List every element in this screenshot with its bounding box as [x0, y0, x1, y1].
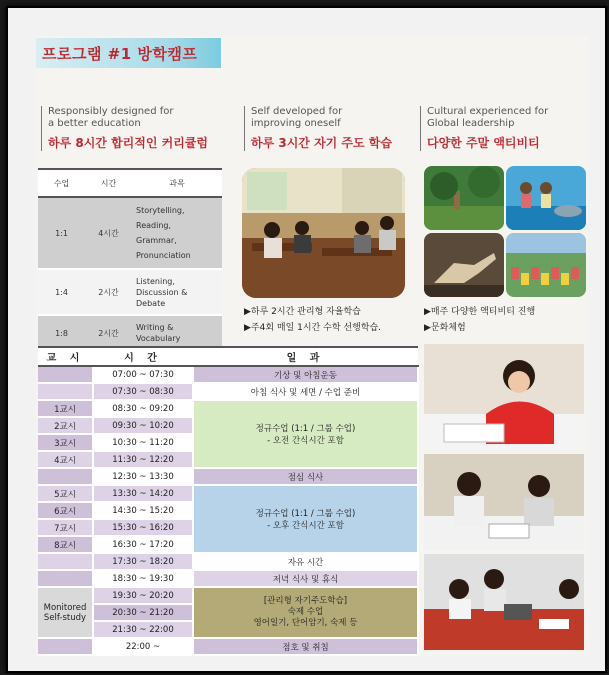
dinosaur-illustration [424, 233, 504, 297]
note-line: ▶주4회 매일 1시간 수학 선행학습. [244, 323, 382, 333]
time-cell: 21:30 ~ 22:00 [93, 621, 193, 638]
subject-line: Listening, [136, 276, 175, 286]
hours-cell: 2시간 [85, 315, 132, 351]
hours-cell: 2시간 [85, 269, 132, 315]
morning-class-block [193, 400, 418, 468]
title-banner [36, 38, 221, 68]
activity-photo-forest [424, 166, 504, 230]
forest-illustration [424, 166, 504, 230]
column-curriculum [41, 106, 208, 151]
time-cell: 22:00 ~ [93, 638, 193, 655]
afternoon-class-block [193, 485, 418, 553]
activity-cell: 자유 시간 [193, 553, 418, 570]
ratio-cell: 1:4 [38, 269, 85, 315]
table-row [38, 485, 418, 502]
period-cell-self-study: Monitored Self-study [38, 587, 93, 638]
time-cell: 07:00 ~ 07:30 [93, 366, 193, 383]
column-en-line1: Self developed for [251, 106, 343, 117]
note-line: ▶하루 2시간 관리형 자율학습 [244, 307, 361, 317]
period-cell: 4교시 [38, 451, 93, 468]
subject-line: Debate [136, 298, 166, 308]
subject-line: Reading, [136, 221, 172, 230]
period-cell [38, 638, 93, 655]
note-line: ▶매주 다양한 액티비티 진행 [424, 307, 536, 317]
period-cell: 6교시 [38, 502, 93, 519]
table-row [38, 366, 418, 383]
subject-line: Writing & [136, 323, 174, 332]
study-photo-pair [424, 454, 584, 550]
subject-cell [132, 197, 222, 269]
header-hours: 시간 [85, 169, 132, 197]
time-cell: 20:30 ~ 21:20 [93, 604, 193, 621]
time-cell: 17:30 ~ 18:20 [93, 553, 193, 570]
column-activities [420, 106, 548, 151]
time-cell: 18:30 ~ 19:30 [93, 570, 193, 587]
period-cell [38, 383, 93, 400]
header-class: 수업 [38, 169, 85, 197]
column-ko-heading: 하루 8시간 합리적인 커리큘럼 [48, 136, 208, 150]
period-cell: 1교시 [38, 400, 93, 417]
time-cell: 09:30 ~ 10:20 [93, 417, 193, 434]
period-cell [38, 468, 93, 485]
period-cell: 8교시 [38, 536, 93, 553]
column-ko-heading: 다양한 주말 액티비티 [427, 136, 540, 150]
time-cell: 13:30 ~ 14:20 [93, 485, 193, 502]
activity-cell: 점호 및 취침 [193, 638, 418, 655]
table-row [38, 269, 222, 315]
column-self-study [244, 106, 392, 151]
group-illustration [506, 233, 586, 297]
block-line: 정규수업 (1:1 / 그룹 수업) [255, 424, 356, 434]
block-line: 정규수업 (1:1 / 그룹 수업) [255, 509, 356, 519]
period-cell: 3교시 [38, 434, 93, 451]
class-ratio-table [38, 168, 222, 352]
period-cell: 2교시 [38, 417, 93, 434]
period-cell [38, 366, 93, 383]
activity-cell: 점심 식사 [193, 468, 418, 485]
time-cell: 15:30 ~ 16:20 [93, 519, 193, 536]
table-row [38, 587, 418, 604]
pair-studying-illustration [424, 454, 584, 550]
girl-studying-illustration [424, 344, 584, 450]
group-studying-illustration [424, 554, 584, 650]
subject-line: Grammar, [136, 236, 177, 245]
study-photo-group [424, 554, 584, 650]
time-cell: 12:30 ~ 13:30 [93, 468, 193, 485]
table-row [38, 400, 418, 417]
header-period: 교 시 [38, 347, 93, 366]
note-line: ▶문화체험 [424, 323, 466, 333]
table-row [38, 638, 418, 655]
block-line: 숙제 수업 [287, 607, 324, 617]
block-line: - 오후 간식시간 포함 [267, 521, 344, 531]
column-en-line1: Responsibly designed for [48, 106, 174, 117]
time-cell: 19:30 ~ 20:20 [93, 587, 193, 604]
time-cell: 07:30 ~ 08:30 [93, 383, 193, 400]
period-cell [38, 570, 93, 587]
self-study-notes [244, 304, 381, 336]
activity-cell: 아침 식사 및 세면 / 수업 준비 [193, 383, 418, 400]
activity-cell: 저녁 식사 및 휴식 [193, 570, 418, 587]
hours-cell: 4시간 [85, 197, 132, 269]
activity-photo-dinosaur [424, 233, 504, 297]
period-cell [38, 553, 93, 570]
column-en-line1: Cultural experienced for [427, 106, 549, 117]
header-time: 시 간 [93, 347, 193, 366]
subject-line: Vocabulary [136, 334, 181, 343]
column-en-line2: Global leadership [427, 118, 515, 129]
classroom-photo [242, 168, 405, 298]
subject-line: Pronunciation [136, 251, 191, 260]
classroom-illustration [242, 168, 405, 298]
block-line: - 오전 간식시간 포함 [267, 436, 344, 446]
table-row [38, 383, 418, 400]
dolphin-illustration [506, 166, 586, 230]
daily-schedule-table [38, 346, 419, 656]
table-row [38, 570, 418, 587]
activity-notes [424, 304, 535, 336]
subject-line: Storytelling, [136, 206, 185, 215]
brochure-page [36, 36, 588, 656]
table-row [38, 197, 222, 269]
ratio-cell: 1:1 [38, 197, 85, 269]
activity-photo-group [506, 233, 586, 297]
block-line: 영어일기, 단어암기, 숙제 등 [253, 618, 358, 628]
time-cell: 11:30 ~ 12:20 [93, 451, 193, 468]
table-row [38, 553, 418, 570]
subject-line: Discussion & [136, 287, 188, 297]
study-photo-girl [424, 344, 584, 450]
page-frame [6, 6, 607, 673]
period-cell: 5교시 [38, 485, 93, 502]
table-row [38, 468, 418, 485]
column-en-line2: a better education [48, 118, 141, 129]
column-ko-heading: 하루 3시간 자기 주도 학습 [251, 136, 392, 150]
subject-cell [132, 269, 222, 315]
header-subject: 과목 [132, 169, 222, 197]
ratio-cell: 1:8 [38, 315, 85, 351]
evening-study-block [193, 587, 418, 638]
time-cell: 08:30 ~ 09:20 [93, 400, 193, 417]
page-title: 프로그램 #1 방학캠프 [42, 45, 198, 63]
period-cell: 7교시 [38, 519, 93, 536]
column-en-line2: improving oneself [251, 118, 341, 129]
header-activity: 일 과 [193, 347, 418, 366]
block-line: [관리형 자기주도학습] [263, 596, 348, 606]
activity-photo-dolphin [506, 166, 586, 230]
activity-cell: 기상 및 아침운동 [193, 366, 418, 383]
time-cell: 16:30 ~ 17:20 [93, 536, 193, 553]
time-cell: 14:30 ~ 15:20 [93, 502, 193, 519]
time-cell: 10:30 ~ 11:20 [93, 434, 193, 451]
